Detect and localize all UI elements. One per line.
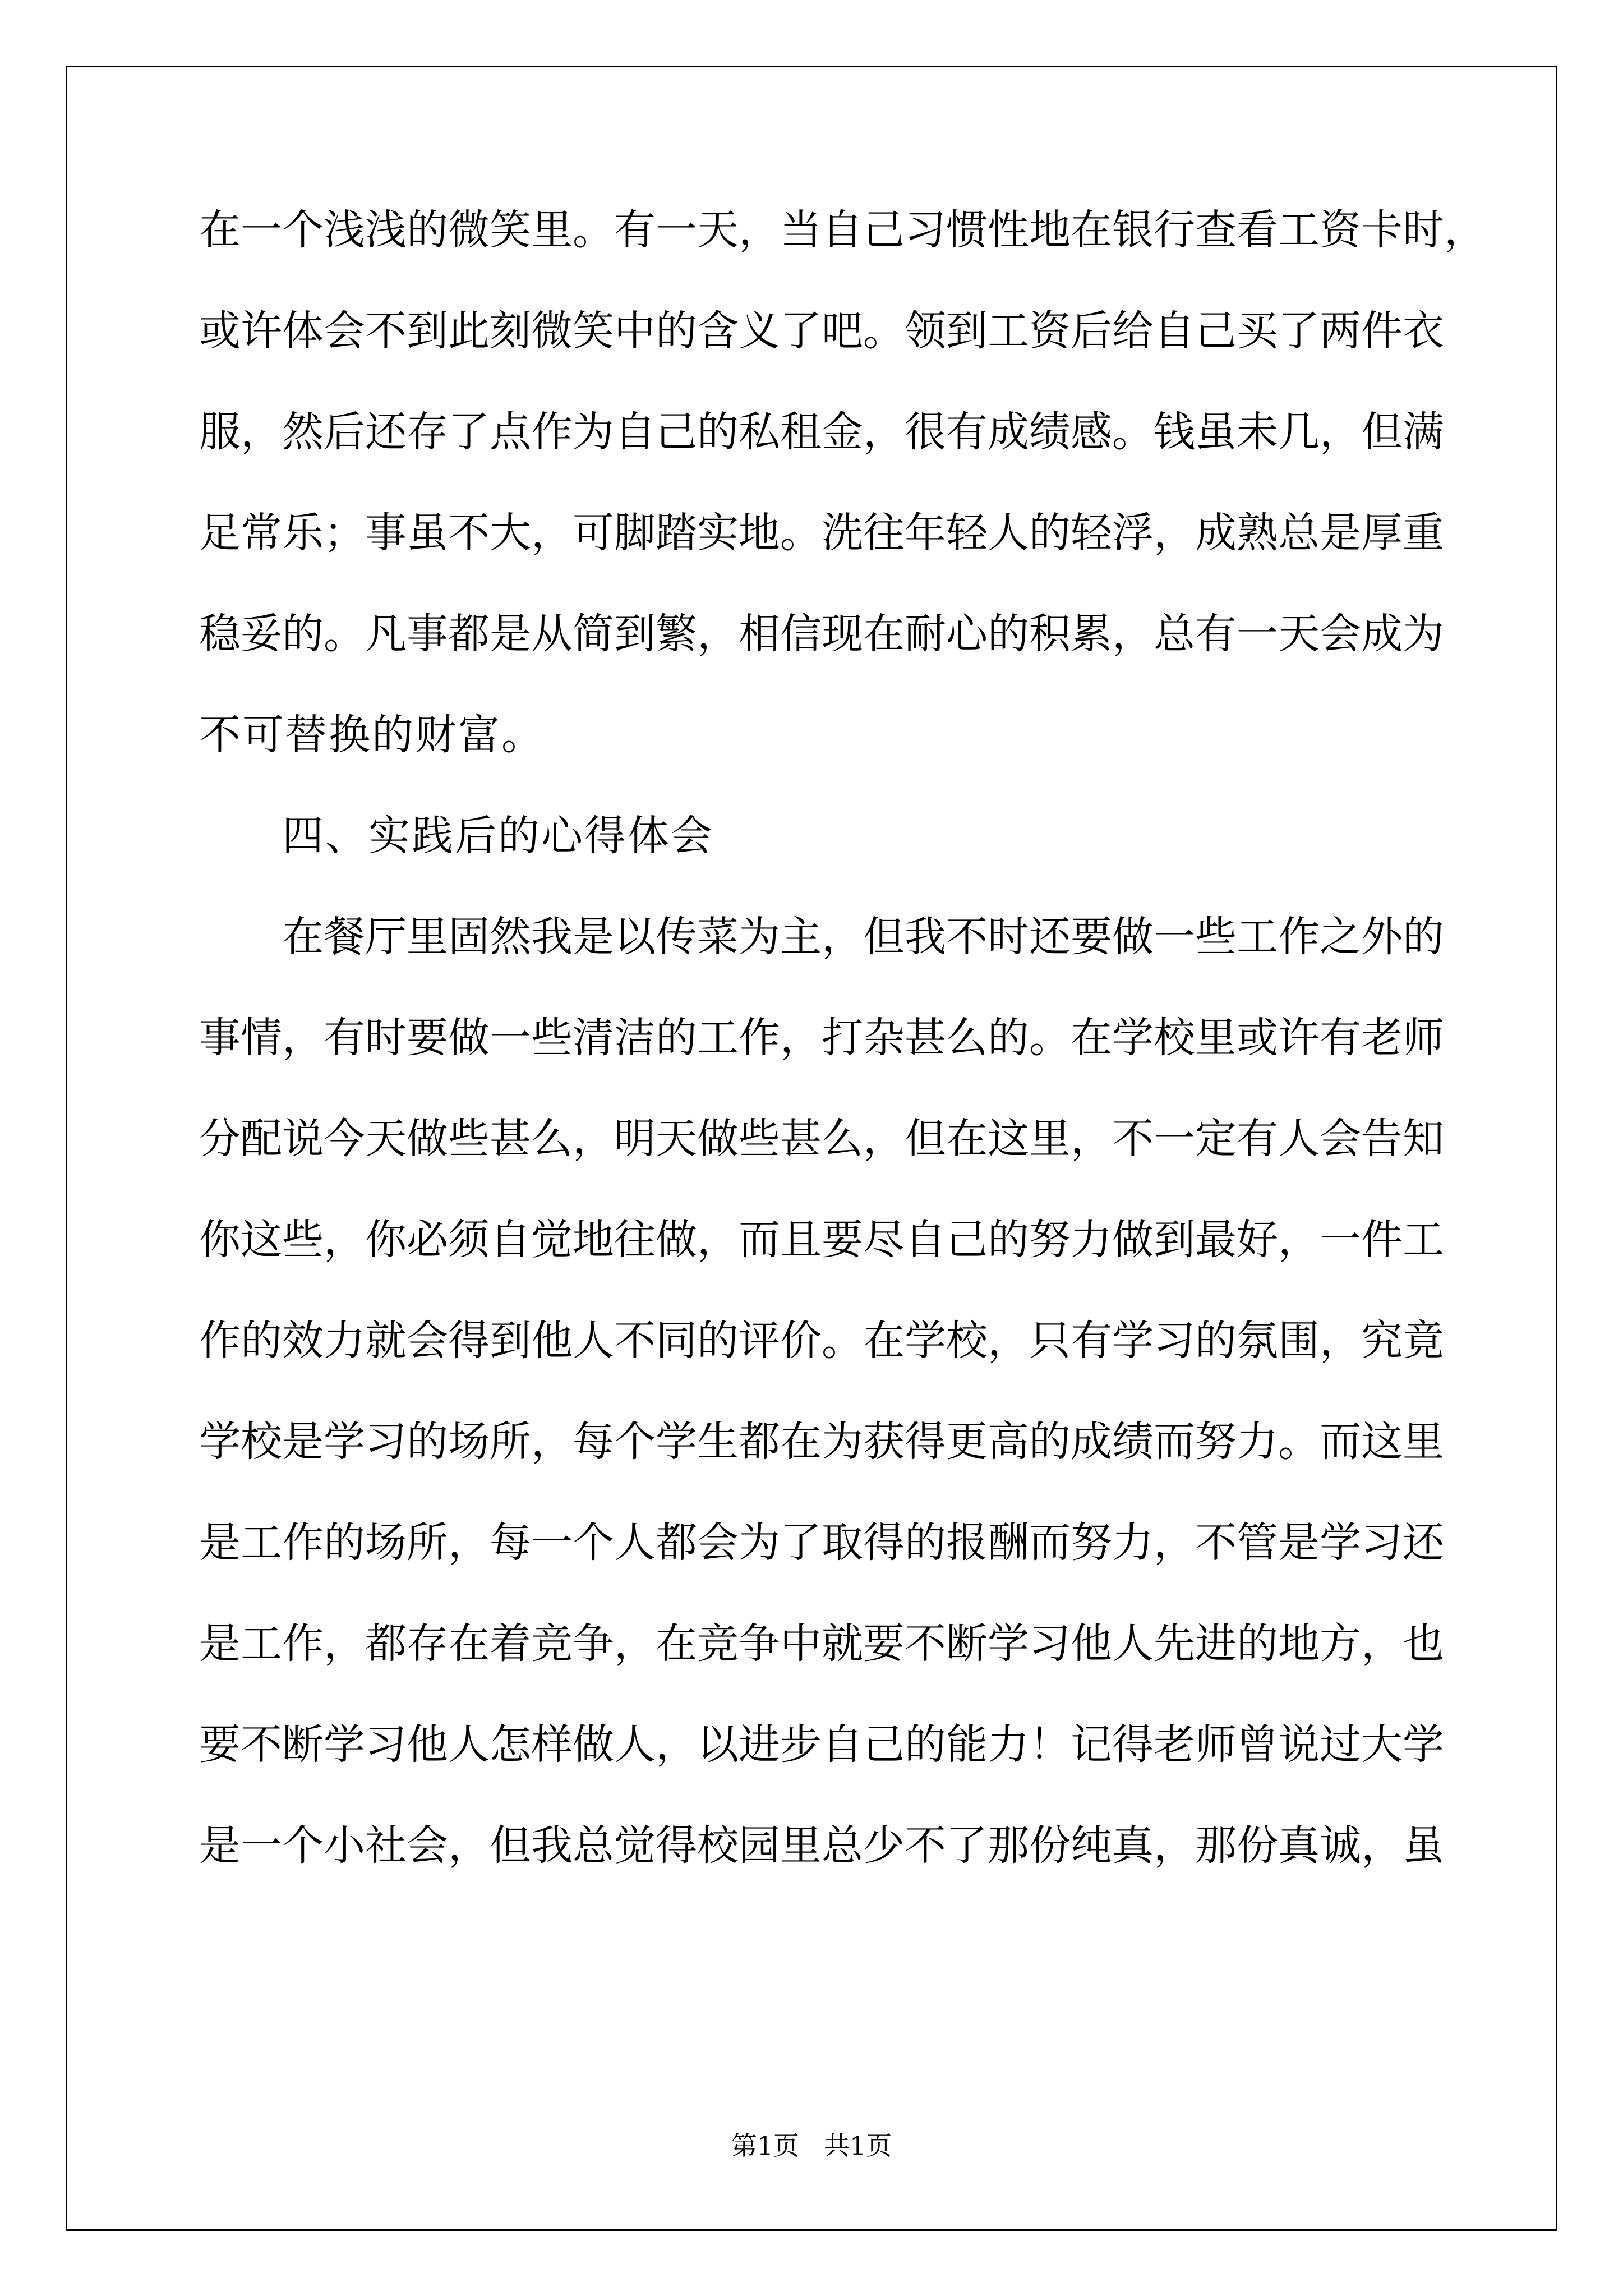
text-line: 你这些，你必须自觉地往做，而且要尽自己的努力做到最好，一件工 bbox=[199, 1216, 1444, 1264]
page-total: 共1页 bbox=[823, 2131, 892, 2161]
page-footer bbox=[0, 2129, 1623, 2162]
text-line: 事情，有时要做一些清洁的工作，打杂甚么的。在学校里或许有老师 bbox=[199, 1014, 1444, 1062]
text-line: 是工作的场所，每一个人都会为了取得的报酬而努力，不管是学习还 bbox=[199, 1519, 1444, 1567]
text-line: 是一个小社会，但我总觉得校园里总少不了那份纯真，那份真诚，虽 bbox=[199, 1821, 1444, 1870]
text-line: 作的效力就会得到他人不同的评价。在学校，只有学习的氛围，究竟 bbox=[199, 1317, 1444, 1365]
text-line: 或许体会不到此刻微笑中的含义了吧。领到工资后给自己买了两件衣 bbox=[199, 307, 1444, 355]
text-line: 足常乐；事虽不大，可脚踏实地。洗往年轻人的轻浮，成熟总是厚重 bbox=[199, 509, 1444, 557]
text-line: 要不断学习他人怎样做人，以进步自己的能力！记得老师曾说过大学 bbox=[199, 1720, 1444, 1769]
text-line: 在一个浅浅的微笑里。有一天，当自己习惯性地在银行查看工资卡时， bbox=[199, 206, 1486, 254]
text-line: 在餐厅里固然我是以传菜为主，但我不时还要做一些工作之外的 bbox=[282, 913, 1444, 961]
text-line: 服，然后还存了点作为自己的私租金，很有成绩感。钱虽未几，但满 bbox=[199, 408, 1444, 456]
text-line: 是工作，都存在着竞争，在竞争中就要不断学习他人先进的地方，也 bbox=[199, 1619, 1444, 1668]
page-number: 第1页 bbox=[731, 2131, 800, 2161]
text-line: 学校是学习的场所，每个学生都在为获得更高的成绩而努力。而这里 bbox=[199, 1418, 1444, 1466]
section-heading: 四、实践后的心得体会 bbox=[282, 812, 714, 860]
text-line: 稳妥的。凡事都是从简到繁，相信现在耐心的积累，总有一天会成为 bbox=[199, 610, 1444, 658]
text-line: 不可替换的财富。 bbox=[199, 711, 545, 759]
text-line: 分配说今天做些甚么，明天做些甚么，但在这里，不一定有人会告知 bbox=[199, 1115, 1444, 1163]
